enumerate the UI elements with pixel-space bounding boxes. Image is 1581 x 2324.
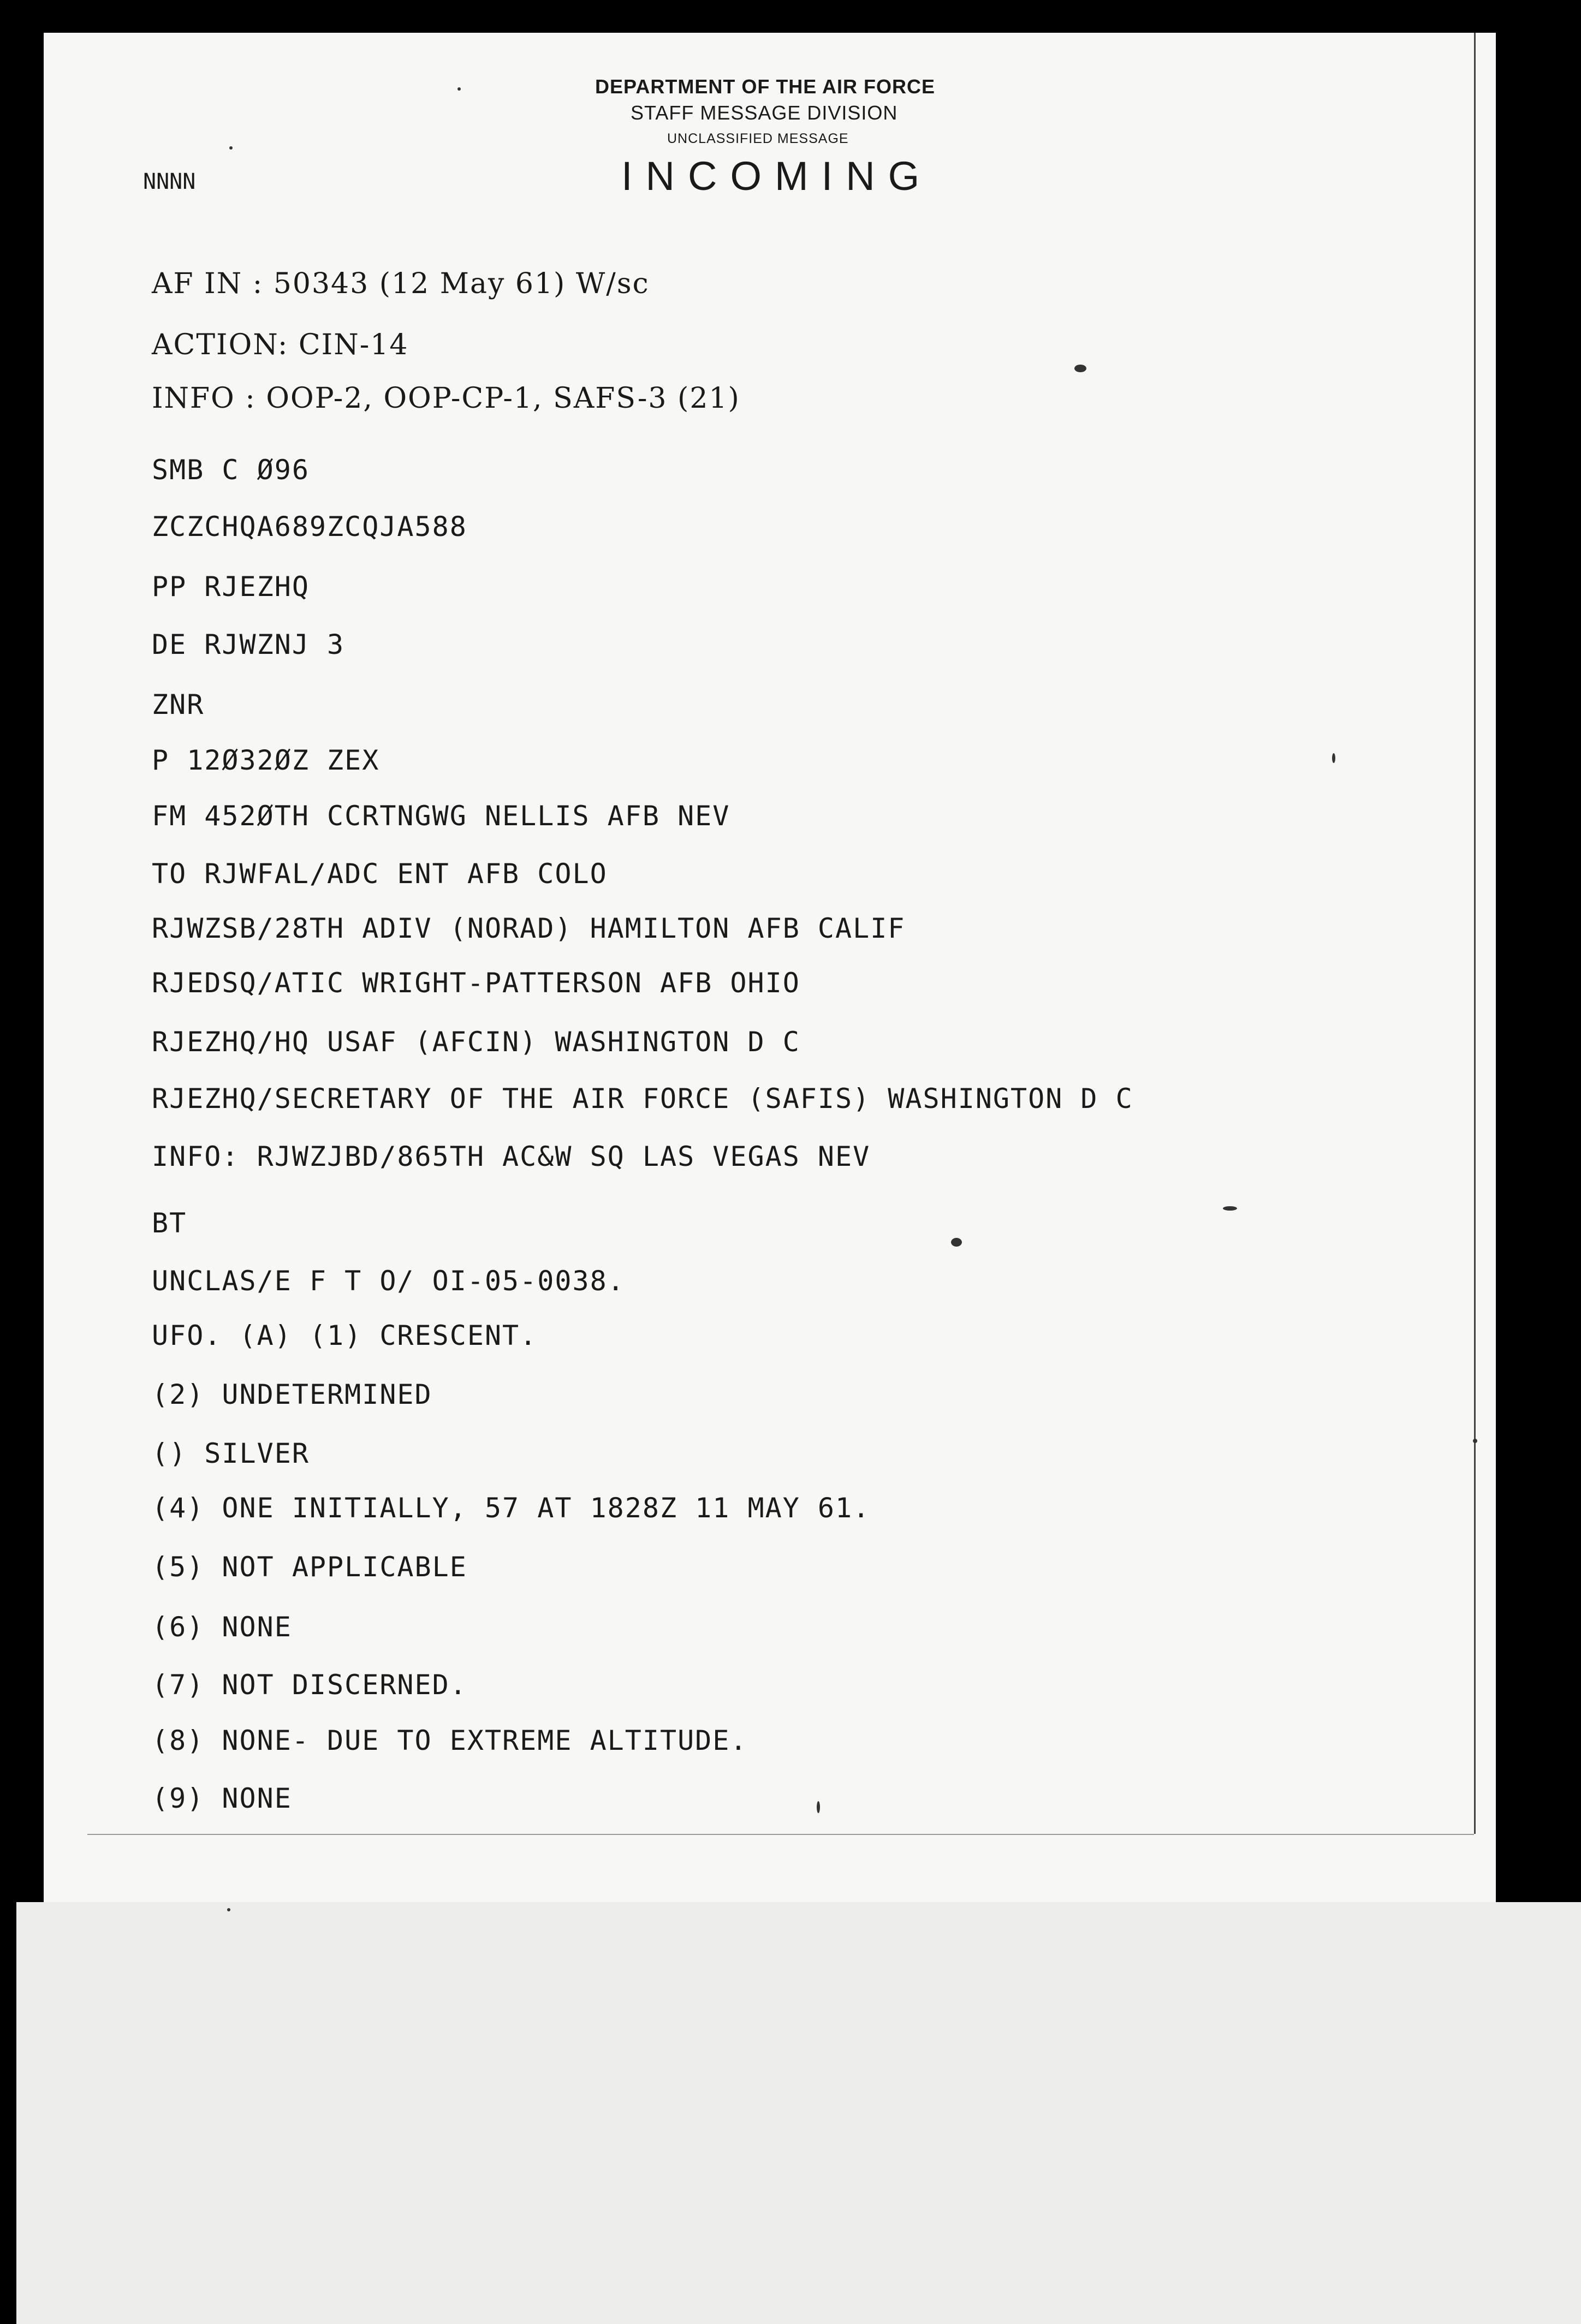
message-line: RJEZHQ/HQ USAF (AFCIN) WASHINGTON D C xyxy=(152,1026,800,1058)
message-line: (7) NOT DISCERNED. xyxy=(152,1669,467,1701)
message-line: () SILVER xyxy=(152,1438,310,1469)
scan-speck xyxy=(229,146,233,150)
page-edge-line xyxy=(1474,33,1476,1834)
message-line: RJEDSQ/ATIC WRIGHT-PATTERSON AFB OHIO xyxy=(152,967,800,999)
scan-speck xyxy=(951,1238,962,1247)
message-line: TO RJWFAL/ADC ENT AFB COLO xyxy=(152,858,608,890)
bottom-rule xyxy=(87,1834,1474,1835)
message-line: INFO: RJWZJBD/865TH AC&W SQ LAS VEGAS NEV xyxy=(152,1141,871,1172)
margin-mark: NNNN xyxy=(143,169,196,194)
department-heading: DEPARTMENT OF THE AIR FORCE xyxy=(595,75,935,98)
message-line: (9) NONE xyxy=(152,1783,292,1814)
division-heading: STAFF MESSAGE DIVISION xyxy=(631,102,898,124)
message-line: ZCZCHQA689ZCQJA588 xyxy=(152,511,467,543)
message-line: UNCLAS/E F T O/ OI-05-0038. xyxy=(152,1265,625,1297)
message-line: DE RJWZNJ 3 xyxy=(152,629,345,660)
message-line: P 12Ø32ØZ ZEX xyxy=(152,744,380,776)
message-line: (8) NONE- DUE TO EXTREME ALTITUDE. xyxy=(152,1725,748,1756)
message-line: (5) NOT APPLICABLE xyxy=(152,1551,467,1583)
info-line: INFO : OOP-2, OOP-CP-1, SAFS-3 (21) xyxy=(152,382,740,415)
message-line: ZNR xyxy=(152,689,205,720)
message-line: BT xyxy=(152,1207,187,1239)
scan-speck xyxy=(457,87,461,91)
scan-speck xyxy=(1473,1439,1477,1443)
message-line: (4) ONE INITIALLY, 57 AT 1828Z 11 MAY 61. xyxy=(152,1492,871,1524)
scan-speck xyxy=(817,1801,820,1813)
message-line: (6) NONE xyxy=(152,1611,292,1643)
scan-speck xyxy=(1074,365,1086,372)
message-line: (2) UNDETERMINED xyxy=(152,1379,432,1410)
scan-speck xyxy=(1332,753,1335,763)
af-in-line: AF IN : 50343 (12 May 61) W/sc xyxy=(152,267,650,300)
classification-heading: UNCLASSIFIED MESSAGE xyxy=(667,131,849,146)
message-line: PP RJEZHQ xyxy=(152,571,310,603)
message-line: UFO. (A) (1) CRESCENT. xyxy=(152,1320,538,1351)
message-line: RJEZHQ/SECRETARY OF THE AIR FORCE (SAFIS) WASHINGTON D C xyxy=(152,1083,1133,1115)
backing-sheet xyxy=(16,1902,1581,2324)
incoming-title: INCOMING xyxy=(621,153,933,199)
message-line: FM 452ØTH CCRTNGWG NELLIS AFB NEV xyxy=(152,800,730,832)
scan-speck xyxy=(227,1908,230,1911)
message-line: SMB C Ø96 xyxy=(152,454,310,486)
message-line: RJWZSB/28TH ADIV (NORAD) HAMILTON AFB CALIF xyxy=(152,913,906,944)
scan-speck xyxy=(1223,1206,1237,1211)
action-line: ACTION: CIN-14 xyxy=(152,329,409,361)
